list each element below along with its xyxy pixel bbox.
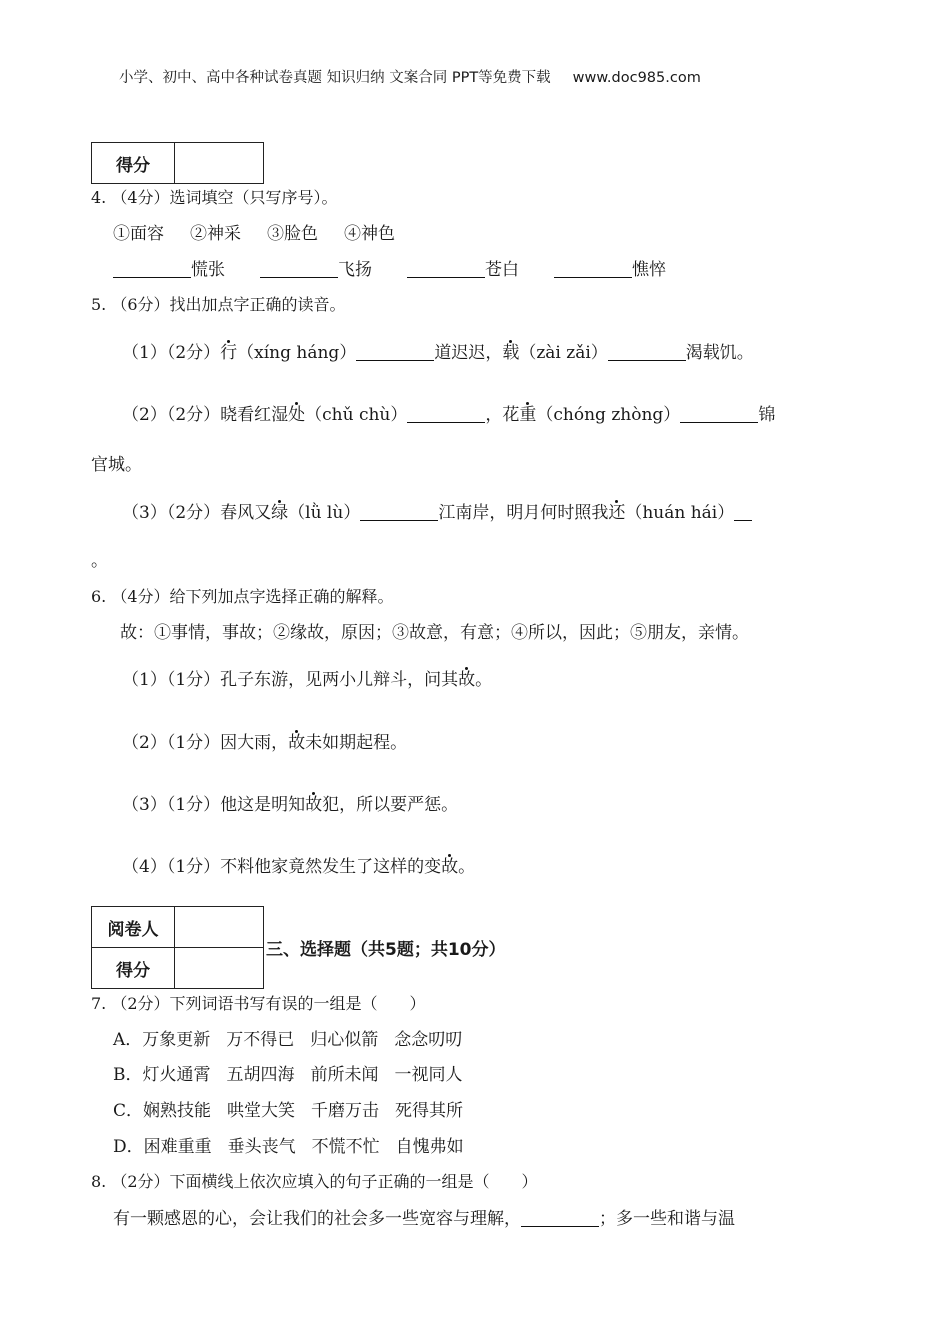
question-4-options [113,226,395,243]
option: ①面容 [113,224,164,244]
answer-blank[interactable] [407,406,485,423]
answer-blank[interactable] [356,344,434,361]
question-8-text: 有一颗感恩的心，会让我们的社会多一些宽容与理解， ；多一些和谐与温 [113,1209,735,1229]
option: ③脸色 [267,224,318,244]
blank-word: 慌张 [191,260,225,280]
option: ④神色 [344,224,395,244]
score-label: 得分 [92,948,175,989]
answer-blank[interactable] [113,261,191,278]
question-8-title: 8. （2分）下面横线上依次应填入的句子正确的一组是（ ） [91,1172,538,1191]
reviewer-label: 阅卷人 [92,907,175,948]
question-7-option-b[interactable]: B．灯火通霄 五胡四海 前所未闻 一视同人 [113,1065,463,1085]
question-6-sub-4: （4）（1分）不料他家竟然发生了这样的变故。 [122,857,476,877]
score-cell[interactable] [175,948,264,989]
option: ②神采 [190,224,241,244]
question-7-option-d[interactable]: D．困难重重 垂头丧气 不慌不忙 自愧弗如 [113,1137,464,1157]
question-5-sub-2-cont: 官城。 [91,455,142,475]
dotted-char: 故 [305,795,323,815]
answer-blank[interactable] [407,261,485,278]
question-5-title: 5. （6分）找出加点字正确的读音。 [91,295,346,314]
dotted-char: 绿 [271,503,289,523]
section-3-title: 三、选择题（共5题；共10分） [266,940,506,960]
header-url[interactable]: www.doc985.com [572,70,701,86]
score-cell[interactable] [175,143,264,184]
dotted-char: 还 [608,503,626,523]
dotted-char: 故 [288,733,306,753]
question-5-sub-1: （1）（2分）行（xíng háng） 道迟迟，载（zài zǎi） 渴载饥。 [122,343,754,363]
score-box [91,142,264,184]
question-5-sub-2: （2）（2分）晓看红湿处（chǔ chù） ，花重（chóng zhòng） 锦 [122,405,776,425]
answer-blank[interactable] [554,261,632,278]
page-header [119,71,701,86]
answer-blank[interactable] [360,504,438,521]
question-6-sub-2: （2）（1分）因大雨，故未如期起程。 [122,733,408,753]
question-7-title: 7. （2分）下列词语书写有误的一组是（ ） [91,994,426,1013]
answer-blank[interactable] [260,261,338,278]
question-6-title: 6. （4分）给下列加点字选择正确的解释。 [91,587,394,606]
dotted-char: 重 [519,405,537,425]
blank-word: 憔悴 [632,260,666,280]
dotted-char: 故 [458,670,476,690]
dotted-char: 行 [220,343,238,363]
dotted-char: 处 [288,405,306,425]
question-7-option-a[interactable]: A．万象更新 万不得已 归心似箭 念念叨叨 [113,1030,463,1050]
question-6-meaning: 故：①事情，事故；②缘故，原因；③故意，有意；④所以，因此；⑤朋友，亲情。 [120,623,749,643]
question-5-sub-3-cont: 。 [91,551,108,571]
question-7-option-c[interactable]: C．娴熟技能 哄堂大笑 千磨万击 死得其所 [113,1101,464,1121]
question-6-sub-1: （1）（1分）孔子东游，见两小儿辩斗，问其故。 [122,670,493,690]
question-6-sub-3: （3）（1分）他这是明知故犯，所以要严惩。 [122,795,459,815]
header-text: 小学、初中、高中各种试卷真题 知识归纳 文案合同 PPT等免费下载 [119,70,551,86]
answer-blank[interactable] [680,406,758,423]
answer-blank[interactable] [734,504,752,521]
question-4-title: 4. （4分）选词填空（只写序号）。 [91,188,338,207]
blank-word: 苍白 [485,260,519,280]
answer-blank[interactable] [521,1210,599,1227]
question-4-blanks [113,261,666,279]
dotted-char: 载 [502,343,520,363]
score-label: 得分 [92,143,175,184]
reviewer-cell[interactable] [175,907,264,948]
reviewer-score-box [91,906,264,989]
question-5-sub-3: （3）（2分）春风又绿（lǜ lù） 江南岸，明月何时照我还（huán hái） [122,504,752,522]
answer-blank[interactable] [608,344,686,361]
dotted-char: 故 [441,857,459,877]
blank-word: 飞扬 [338,260,372,280]
